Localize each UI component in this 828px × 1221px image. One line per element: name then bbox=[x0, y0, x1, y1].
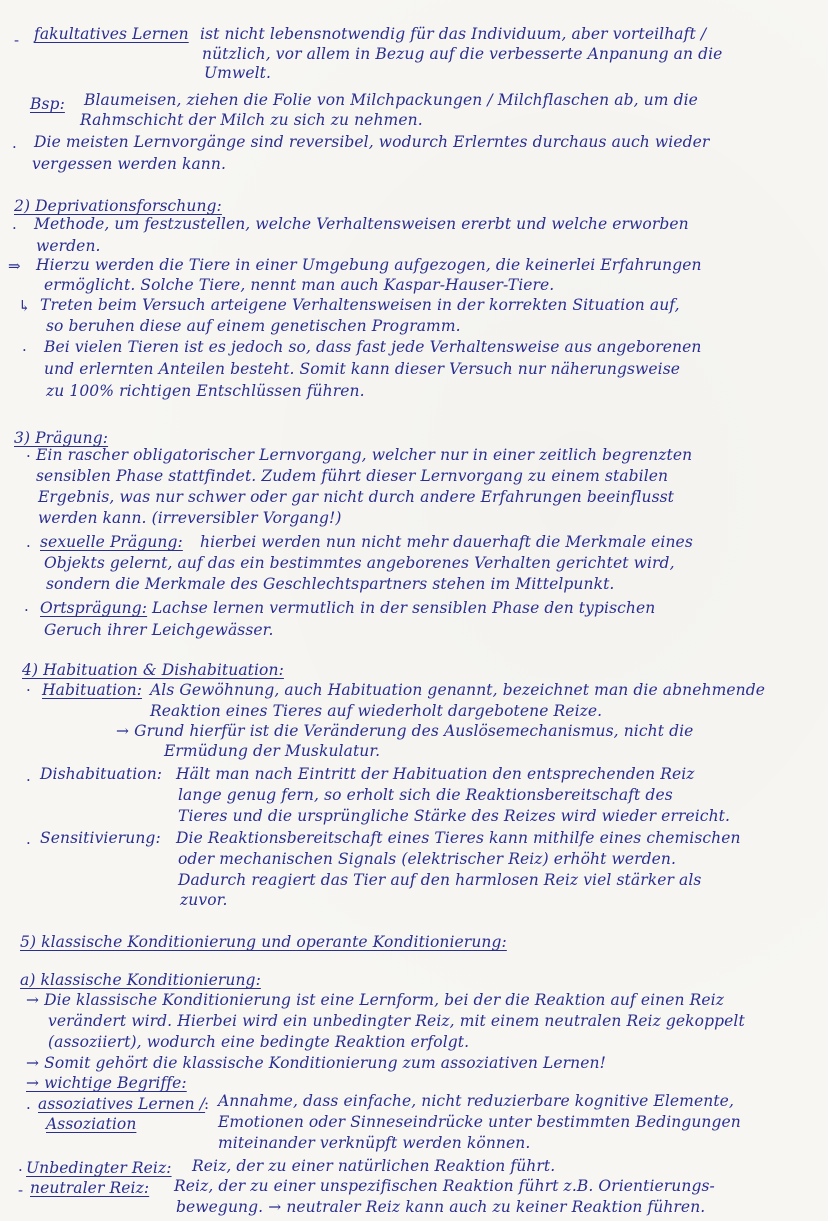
text-line: werden kann. (irreversibler Vorgang!) bbox=[38, 509, 342, 527]
text-line: ist nicht lebensnotwendig für das Individuum, aber vorteilhaft / bbox=[200, 25, 707, 43]
colon: : bbox=[204, 1095, 210, 1113]
bullet: · bbox=[12, 219, 17, 237]
text-line: werden. bbox=[36, 237, 101, 255]
text-line: lange genug fern, so erholt sich die Reaktionsbereitschaft des bbox=[178, 786, 673, 804]
bullet: - bbox=[14, 31, 20, 49]
text-line: Hält man nach Eintritt der Habituation den entsprechenden Reiz bbox=[176, 765, 695, 783]
bullet: · bbox=[18, 1161, 23, 1179]
text-line: Treten beim Versuch arteigene Verhaltensweisen in der korrekten Situation auf, bbox=[40, 296, 680, 314]
text-line: Reiz, der zu einer natürlichen Reaktion führt. bbox=[192, 1157, 556, 1175]
bullet: · bbox=[26, 1099, 31, 1117]
text-line: Emotionen oder Sinneseindrücke unter bestimmten Bedingungen bbox=[218, 1113, 741, 1131]
section-title-habituation: 4) Habituation & Dishabituation: bbox=[22, 661, 284, 679]
text-line: ermöglicht. Solche Tiere, nennt man auch Kaspar-Hauser-Tiere. bbox=[44, 276, 555, 294]
text-line: Umwelt. bbox=[204, 64, 272, 82]
bullet: · bbox=[24, 601, 29, 619]
text-line: Objekts gelernt, auf das ein bestimmtes angeborenes Verhalten gerichtet wird, bbox=[44, 554, 675, 572]
text-line: oder mechanischen Signals (elektrischer Reiz) erhöht werden. bbox=[178, 850, 677, 868]
arrow-bullet: ⇒ bbox=[8, 257, 21, 275]
text-line: sensiblen Phase stattfindet. Zudem führt dieser Lernvorgang zu einem stabilen bbox=[36, 467, 669, 485]
text-line: Lachse lernen vermutlich in der sensiblen Phase den typischen bbox=[152, 599, 656, 617]
bullet: - bbox=[18, 1181, 24, 1199]
bullet: · bbox=[26, 834, 31, 852]
text-line: → Somit gehört die klassische Konditionierung zum assoziativen Lernen! bbox=[26, 1054, 606, 1072]
term-sensitivierung: Sensitivierung: bbox=[40, 829, 161, 847]
section-title-deprivation: 2) Deprivationsforschung: bbox=[14, 197, 222, 215]
text-line: → wichtige Begriffe: bbox=[26, 1074, 187, 1092]
text-line: Annahme, dass einfache, nicht reduzierbare kognitive Elemente, bbox=[218, 1092, 734, 1110]
term-neutraler-reiz: neutraler Reiz: bbox=[30, 1179, 150, 1197]
text-line: so beruhen diese auf einem genetischen Programm. bbox=[46, 317, 461, 335]
text-line: Ein rascher obligatorischer Lernvorgang, welcher nur in einer zeitlich begrenzten bbox=[36, 446, 693, 464]
bullet: · bbox=[22, 341, 27, 359]
text-line: Geruch ihrer Leichgewässer. bbox=[44, 621, 274, 639]
bullet: · bbox=[26, 681, 31, 699]
text-line: Die meisten Lernvorgänge sind reversibel, wodurch Erlerntes durchaus auch wieder bbox=[34, 133, 710, 151]
bullet: · bbox=[26, 537, 31, 555]
text-line: (assoziiert), wodurch eine bedingte Reaktion erfolgt. bbox=[48, 1033, 470, 1051]
bsp-label: Bsp: bbox=[30, 95, 65, 113]
bullet: · bbox=[26, 771, 31, 789]
bullet: · bbox=[12, 138, 17, 156]
term-dishabituation: Dishabituation: bbox=[40, 765, 163, 783]
subsection-title-klassische: a) klassische Konditionierung: bbox=[20, 971, 261, 989]
term-sexuelle-praegung: sexuelle Prägung: bbox=[40, 533, 183, 551]
term-ortspraegung: Ortsprägung: bbox=[40, 599, 148, 617]
text-line: miteinander verknüpft werden können. bbox=[218, 1134, 531, 1152]
term-assoziation: Assoziation bbox=[46, 1115, 137, 1133]
term-habituation: Habituation: bbox=[42, 681, 143, 699]
arrow-bullet: ↳ bbox=[18, 297, 31, 315]
text-line: Ermüdung der Muskulatur. bbox=[164, 742, 381, 760]
section-title-konditionierung: 5) klassische Konditionierung und operante Konditionierung: bbox=[20, 933, 507, 951]
text-line: vergessen werden kann. bbox=[32, 155, 227, 173]
text-line: Rahmschicht der Milch zu sich zu nehmen. bbox=[80, 111, 423, 129]
text-line: bewegung. → neutraler Reiz kann auch zu keiner Reaktion führen. bbox=[176, 1198, 706, 1216]
text-line: Die Reaktionsbereitschaft eines Tieres kann mithilfe eines chemischen bbox=[176, 829, 741, 847]
text-line: Ergebnis, was nur schwer oder gar nicht durch andere Erfahrungen beeinflusst bbox=[38, 488, 675, 506]
text-line: zu 100% richtigen Entschlüssen führen. bbox=[46, 382, 365, 400]
text-line: Blaumeisen, ziehen die Folie von Milchpackungen / Milchflaschen ab, um die bbox=[84, 91, 698, 109]
text-line: → Die klassische Konditionierung ist eine Lernform, bei der die Reaktion auf einen Reiz bbox=[26, 991, 724, 1009]
text-line: verändert wird. Hierbei wird ein unbedingter Reiz, mit einem neutralen Reiz gekoppelt bbox=[48, 1012, 745, 1030]
term-fakultatives-lernen: fakultatives Lernen bbox=[34, 25, 189, 43]
text-line: Hierzu werden die Tiere in einer Umgebung aufgezogen, die keinerlei Erfahrungen bbox=[36, 256, 702, 274]
text-line: Methode, um festzustellen, welche Verhaltensweisen ererbt und welche erworben bbox=[34, 215, 689, 233]
text-line: nützlich, vor allem in Bezug auf die verbesserte Anpanung an die bbox=[202, 45, 723, 63]
text-line: Als Gewöhnung, auch Habituation genannt, bezeichnet man die abnehmende bbox=[150, 681, 766, 699]
text-line: → Grund hierfür ist die Veränderung des Auslösemechanismus, nicht die bbox=[116, 722, 694, 740]
text-line: Dadurch reagiert das Tier auf den harmlosen Reiz viel stärker als bbox=[178, 871, 702, 889]
bullet: · bbox=[26, 447, 31, 465]
text-line: Bei vielen Tieren ist es jedoch so, dass fast jede Verhaltensweise aus angeborenen bbox=[44, 338, 702, 356]
section-title-praegung: 3) Prägung: bbox=[14, 429, 109, 447]
text-line: sondern die Merkmale des Geschlechtspartners stehen im Mittelpunkt. bbox=[46, 575, 615, 593]
term-assoziatives-lernen: assoziatives Lernen / bbox=[38, 1095, 206, 1113]
text-line: zuvor. bbox=[180, 891, 228, 909]
text-line: Reiz, der zu einer unspezifischen Reaktion führt z.B. Orientierungs- bbox=[174, 1177, 715, 1195]
text-line: und erlernten Anteilen besteht. Somit kann dieser Versuch nur näherungsweise bbox=[44, 360, 681, 378]
text-line: Reaktion eines Tieres auf wiederholt dargebotene Reize. bbox=[150, 702, 603, 720]
term-unbedingter-reiz: Unbedingter Reiz: bbox=[26, 1159, 172, 1177]
text-line: Tieres und die ursprüngliche Stärke des Reizes wird wieder erreicht. bbox=[178, 807, 731, 825]
text-line: hierbei werden nun nicht mehr dauerhaft die Merkmale eines bbox=[200, 533, 693, 551]
